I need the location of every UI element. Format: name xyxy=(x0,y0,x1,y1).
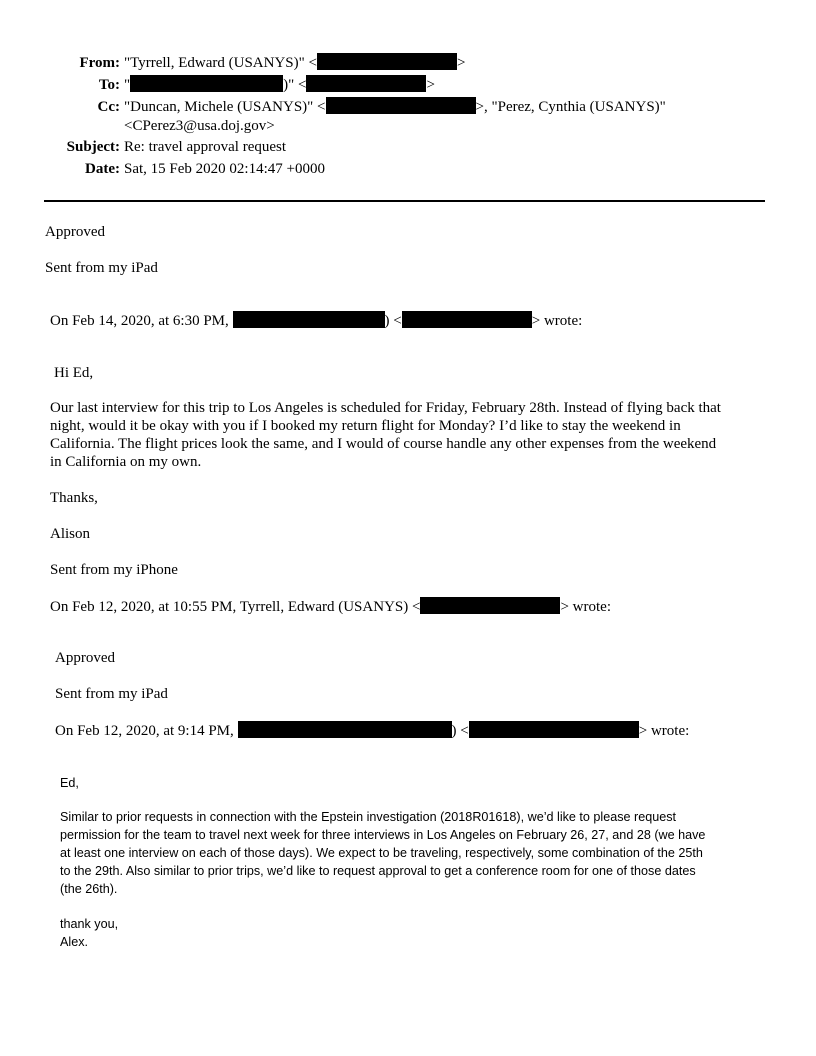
redaction-box xyxy=(420,597,560,614)
quote1-thanks: Thanks, xyxy=(50,490,98,506)
quote1-name: Alison xyxy=(50,526,91,542)
date-value: Sat, 15 Feb 2020 02:14:47 +0000 xyxy=(124,161,325,177)
subject-label: Subject: xyxy=(66,139,120,155)
quote2-approved: Approved xyxy=(55,650,115,666)
quote2-signature: Sent from my iPad xyxy=(55,686,168,702)
redaction-box xyxy=(306,75,426,92)
redaction-box xyxy=(238,721,452,738)
reply-signature: Sent from my iPad xyxy=(45,260,158,276)
to-label: To: xyxy=(98,77,120,93)
quote3-body: Similar to prior requests in connection with the Epstein investigation (2018R01618), we’d like to please request permission for the team to travel next week for three interviews in Los Angeles on February 26, 27, and 28 (we have at least one interview on each of those days). We expect to be traveling, respectively, some combination of the 25th to the 29th. Also similar to prior trips, we’d like to request approval to get a conference room for one of those dates (the 26th). xyxy=(60,810,706,896)
redaction-box xyxy=(326,97,476,114)
quote3-intro: On Feb 12, 2020, at 9:14 PM, ) < > wrote: xyxy=(55,723,690,739)
redaction-box xyxy=(317,53,457,70)
cc-value-continued: <CPerez3@usa.doj.gov> xyxy=(124,118,275,134)
quote1-intro: On Feb 14, 2020, at 6:30 PM, ) < > wrote: xyxy=(50,313,583,329)
from-value: "Tyrrell, Edward (USANYS)" < > xyxy=(124,55,466,71)
from-label: From: xyxy=(79,55,120,71)
redaction-box xyxy=(469,721,639,738)
redaction-box xyxy=(402,311,532,328)
reply-approved: Approved xyxy=(45,224,105,240)
quote3-greeting: Ed, xyxy=(60,776,79,790)
quote1-body: Our last interview for this trip to Los Angeles is scheduled for Friday, February 28th. Instead of flying back that night, would it be okay with you if I booked my return flight for Monday? I’d like to stay the weekend in California. The flight prices look the same, and I would of course handle any other expenses from the weekend in California on my own. xyxy=(50,400,721,470)
cc-value: "Duncan, Michele (USANYS)" < >, "Perez, Cynthia (USANYS)" xyxy=(124,99,666,115)
redaction-box xyxy=(130,75,283,92)
subject-value: Re: travel approval request xyxy=(124,139,287,155)
redaction-box xyxy=(233,311,385,328)
date-label: Date: xyxy=(85,161,120,177)
to-value: " )" < > xyxy=(124,77,435,93)
quote1-signature: Sent from my iPhone xyxy=(50,562,178,578)
quote2-intro: On Feb 12, 2020, at 10:55 PM, Tyrrell, Edward (USANYS) < > wrote: xyxy=(50,599,611,615)
quote3-name: Alex. xyxy=(60,935,88,949)
cc-label: Cc: xyxy=(97,99,120,115)
quote1-greeting: Hi Ed, xyxy=(54,365,94,381)
header-divider xyxy=(44,200,765,202)
quote3-closing: thank you, xyxy=(60,917,119,931)
